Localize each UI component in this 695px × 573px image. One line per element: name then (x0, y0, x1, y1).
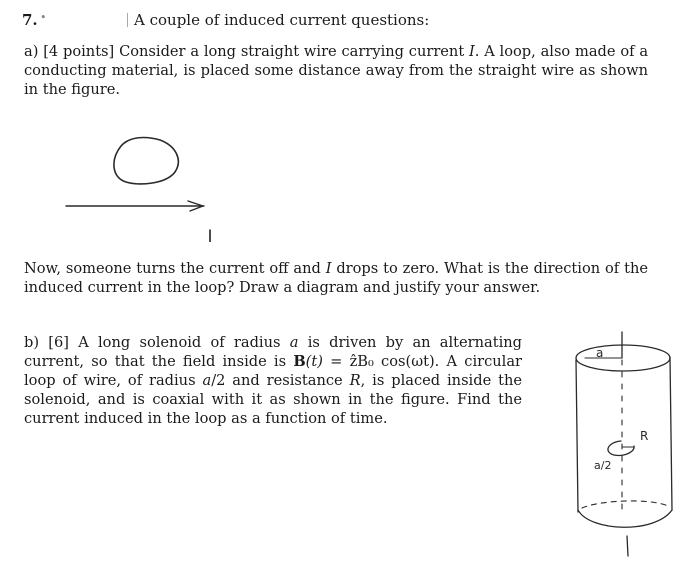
solenoid-right-side (670, 357, 672, 510)
part-b-label: b) (24, 334, 40, 351)
solenoid-left-side (576, 360, 578, 512)
axis-bottom (627, 536, 628, 556)
part-a-points: [4 points] (43, 43, 115, 60)
var-current-I-2: I (325, 260, 332, 277)
field-symbol-B: B (293, 353, 306, 370)
var-radius-a: a (289, 334, 299, 351)
part-b-text-3: A circular loop of wire, of radius (24, 353, 523, 389)
part-b-text-4: /2 and resistance (211, 372, 343, 389)
solenoid-bottom-arc (578, 510, 672, 527)
part-b-text-2: is driven by an alternating current, so that the field inside is (24, 334, 523, 370)
var-radius-a-2: a (202, 372, 212, 389)
label-a: a (596, 346, 604, 360)
part-a-text-2: . A loop, also made of a conducting material, is placed some distance away from the straight wire as shown in the figure. (24, 43, 649, 98)
part-b-text-1: A long solenoid of radius (78, 334, 281, 351)
field-argument: (t) (305, 353, 323, 370)
current-label-text: I (207, 227, 213, 247)
var-current-I: I (469, 43, 475, 60)
solenoid-bottom-hidden-arc (582, 501, 668, 508)
solenoid (576, 345, 672, 527)
part-b-text-5: , is placed inside the solenoid, and is coaxial with it as shown in the figure. Find the current induced in the loop as a function of time. (24, 372, 523, 427)
question-number: 7. (22, 11, 38, 29)
label-R: R (640, 429, 649, 443)
part-a-text-1: Consider a long straight wire carrying current (119, 43, 465, 60)
question-title: A couple of induced current questions: (134, 11, 430, 29)
field-equation: = ẑB₀ cos(ωt). (322, 353, 440, 370)
part-a-q-text-1: Now, someone turns the current off and (24, 260, 321, 277)
part-b-points: [6] (48, 334, 69, 351)
var-resistance-R: R (349, 372, 361, 389)
inner-loop (608, 441, 634, 455)
question-marker: • (40, 11, 47, 24)
part-a-q-text-2: drops to zero. What is the direction of the induced current in the loop? Draw a diagram and justify your answer. (24, 260, 648, 296)
label-a-half: a/2 (594, 459, 612, 472)
part-a-label: a) (24, 43, 39, 60)
